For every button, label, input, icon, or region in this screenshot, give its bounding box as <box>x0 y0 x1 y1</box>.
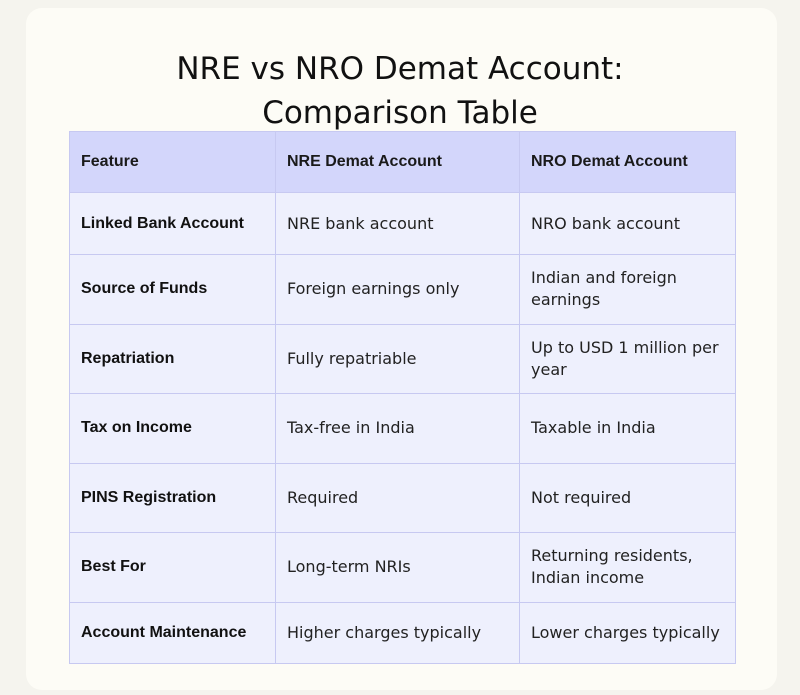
nro-cell: Taxable in India <box>520 394 736 464</box>
feature-cell: Source of Funds <box>70 255 276 325</box>
nro-cell: Not required <box>520 463 736 533</box>
nre-cell: Tax-free in India <box>276 394 520 464</box>
feature-cell: Linked Bank Account <box>70 193 276 255</box>
feature-cell: Repatriation <box>70 324 276 394</box>
nro-cell: Lower charges typically <box>520 602 736 663</box>
table-row <box>70 394 736 464</box>
table-row <box>70 193 736 255</box>
table-header-row <box>70 132 736 193</box>
nre-cell: Required <box>276 463 520 533</box>
header-nre: NRE Demat Account <box>276 132 520 193</box>
table-row <box>70 324 736 394</box>
header-nro: NRO Demat Account <box>520 132 736 193</box>
feature-cell: Tax on Income <box>70 394 276 464</box>
nre-cell: Higher charges typically <box>276 602 520 663</box>
comparison-table <box>69 131 736 664</box>
nre-cell: Long-term NRIs <box>276 533 520 603</box>
feature-cell: Best For <box>70 533 276 603</box>
header-feature: Feature <box>70 132 276 193</box>
nre-cell: Foreign earnings only <box>276 255 520 325</box>
table-row <box>70 533 736 603</box>
nro-cell: Returning residents, Indian income <box>520 533 736 603</box>
table-row <box>70 255 736 325</box>
nre-cell: NRE bank account <box>276 193 520 255</box>
title-line-2: Comparison Table <box>262 94 538 131</box>
title-line-1: NRE vs NRO Demat Account: <box>176 50 624 87</box>
nro-cell: Up to USD 1 million per year <box>520 324 736 394</box>
nro-cell: NRO bank account <box>520 193 736 255</box>
page-title <box>0 47 800 135</box>
nro-cell: Indian and foreign earnings <box>520 255 736 325</box>
feature-cell: PINS Registration <box>70 463 276 533</box>
table-row <box>70 602 736 663</box>
table-row <box>70 463 736 533</box>
feature-cell: Account Maintenance <box>70 602 276 663</box>
nre-cell: Fully repatriable <box>276 324 520 394</box>
